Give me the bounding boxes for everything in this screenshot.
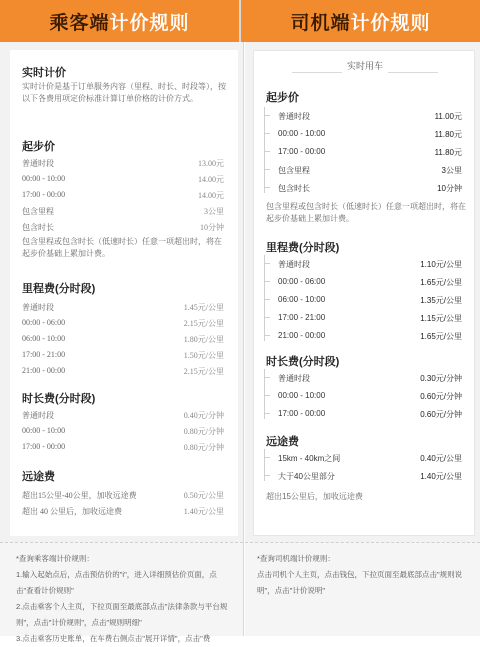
tree-tick (264, 281, 270, 282)
list-item-value: 13.00元 (198, 159, 224, 168)
base-note: 包含里程或包含时长（低速时长）任意一项超出时，将在起步价基础上累加计费。 (22, 237, 222, 258)
tree-line (264, 449, 265, 481)
list-item: 包含时长 (278, 184, 310, 193)
list-item-value: 3公里 (204, 207, 224, 216)
list-item: 00:00 - 10:00 (22, 426, 66, 435)
section-header (254, 59, 476, 72)
list-item-value: 10分钟 (200, 223, 224, 232)
list-item: 00:00 - 10:00 (278, 391, 326, 400)
base-title: 起步价 (266, 92, 299, 104)
list-item: 17:00 - 00:00 (278, 409, 326, 418)
tree-tick (264, 413, 270, 414)
list-item-value: 1.80元/公里 (183, 335, 224, 344)
mileage-title: 里程费(分时段) (266, 242, 340, 254)
list-item-value: 1.65元/公里 (420, 332, 462, 341)
list-item: 普通时段 (278, 260, 310, 269)
list-item-value: 10分钟 (437, 184, 462, 193)
tree-tick (264, 377, 270, 378)
tree-tick (264, 299, 270, 300)
tree-tick (264, 395, 270, 396)
list-item: 17:00 - 00:00 (22, 442, 66, 451)
list-item-value: 11.80元 (434, 148, 462, 157)
list-item-value: 2.15元/公里 (183, 319, 224, 328)
list-item-value: 11.00元 (434, 112, 462, 121)
tree-line (264, 255, 265, 341)
list-item-value: 0.60元/分钟 (420, 392, 462, 401)
long-distance-title: 远途费 (22, 471, 55, 483)
long-distance-note: 超出15公里后，加收远途费 (266, 492, 363, 501)
list-item-value: 0.80元/分钟 (183, 427, 224, 436)
tree-tick (264, 187, 270, 188)
list-item: 00:00 - 06:00 (22, 318, 66, 327)
note-line: 1.输入起始点后，点击预估价的"i"，进入详细预估价页面，点击"查看计价规则" (16, 570, 217, 595)
driver-header-suffix: 计价规则 (350, 12, 431, 34)
driver-header-prefix: 司机端 (290, 12, 351, 34)
list-item-value: 1.35元/公里 (420, 296, 462, 305)
list-item: 普通时段 (22, 411, 54, 420)
list-item: 超出 40 公里后，加收远途费 (22, 507, 122, 516)
header-bar (0, 0, 480, 42)
passenger-notes (0, 542, 243, 643)
list-item-value: 1.50元/公里 (183, 351, 224, 360)
list-item: 普通时段 (22, 303, 54, 312)
note-line: 点击司机个人主页，点击钱包，下拉页面至最底部点击"规则说明"，点击"计价说明" (257, 570, 463, 595)
section-line-right (388, 72, 438, 73)
tree-line (264, 107, 265, 193)
duration-title: 时长费(分时段) (22, 393, 96, 405)
list-item: 15km - 40km之间 (278, 454, 341, 463)
realtime-title: 实时计价 (22, 67, 66, 79)
list-item: 包含里程 (278, 166, 310, 175)
note-line: 3.点击乘客历史账单，在车费右侧点击"展开详情"，点击"费 (16, 634, 211, 643)
list-item: 21:00 - 00:00 (278, 331, 326, 340)
list-item: 00:00 - 06:00 (278, 277, 326, 286)
list-item-value: 1.40元/公里 (183, 507, 224, 516)
list-item: 超出15公里-40公里，加收远途费 (22, 491, 137, 500)
driver-card (253, 50, 475, 536)
list-item: 17:00 - 21:00 (22, 350, 66, 359)
list-item-value: 0.30元/分钟 (420, 374, 462, 383)
passenger-header-suffix: 计价规则 (109, 12, 190, 34)
passenger-header (0, 0, 239, 42)
long-distance-title: 远途费 (266, 436, 299, 448)
list-item: 06:00 - 10:00 (278, 295, 326, 304)
list-item: 17:00 - 00:00 (22, 190, 66, 199)
list-item: 00:00 - 10:00 (22, 174, 66, 183)
list-item-value: 3公里 (441, 166, 462, 175)
list-item-value: 2.15元/公里 (183, 367, 224, 376)
driver-column (245, 42, 480, 636)
list-item-value: 11.80元 (434, 130, 462, 139)
tree-tick (264, 475, 270, 476)
mileage-title: 里程费(分时段) (22, 283, 96, 295)
list-item: 包含时长 (22, 223, 54, 232)
list-item-value: 0.60元/分钟 (420, 410, 462, 419)
list-item-value: 1.15元/公里 (420, 314, 462, 323)
list-item-value: 1.10元/公里 (420, 260, 462, 269)
passenger-header-prefix: 乘客端 (49, 12, 110, 34)
duration-title: 时长费(分时段) (266, 356, 340, 368)
list-item: 大于40公里部分 (278, 472, 335, 481)
tree-tick (264, 169, 270, 170)
base-title: 起步价 (22, 141, 55, 153)
passenger-card (10, 50, 238, 536)
tree-tick (264, 151, 270, 152)
tree-tick (264, 115, 270, 116)
list-item: 00:00 - 10:00 (278, 129, 326, 138)
list-item: 普通时段 (22, 159, 54, 168)
tree-tick (264, 457, 270, 458)
tree-tick (264, 317, 270, 318)
list-item-value: 14.00元 (198, 191, 224, 200)
list-item-value: 1.45元/公里 (183, 303, 224, 312)
base-note: 包含里程或包含时长（低速时长）任意一项超出时，将在起步价基础上累加计费。 (266, 202, 466, 223)
list-item: 17:00 - 00:00 (278, 147, 326, 156)
list-item-value: 1.65元/公里 (420, 278, 462, 287)
list-item-value: 0.40元/公里 (420, 454, 462, 463)
section-label: 实时用车 (346, 61, 383, 71)
list-item: 普通时段 (278, 374, 310, 383)
tree-tick (264, 335, 270, 336)
driver-notes (245, 542, 480, 636)
list-item-value: 14.00元 (198, 175, 224, 184)
section-line-left (292, 72, 342, 73)
list-item-value: 0.80元/分钟 (183, 443, 224, 452)
list-item: 17:00 - 21:00 (278, 313, 326, 322)
driver-header (241, 0, 480, 42)
tree-tick (264, 263, 270, 264)
list-item: 21:00 - 00:00 (22, 366, 66, 375)
list-item: 06:00 - 10:00 (22, 334, 66, 343)
list-item-value: 0.50元/公里 (183, 491, 224, 500)
list-item-value: 1.40元/公里 (420, 472, 462, 481)
note-line: *查询乘客端计价规则： (16, 554, 94, 563)
list-item: 普通时段 (278, 112, 310, 121)
note-line: 2.点击乘客个人主页，下拉页面至最底部点击"法律条款与平台规则"，点击"计价规则"，点击"规则明细" (16, 602, 228, 627)
list-item: 包含里程 (22, 207, 54, 216)
list-item-value: 0.40元/分钟 (183, 411, 224, 420)
passenger-column (0, 42, 244, 643)
tree-tick (264, 133, 270, 134)
realtime-desc: 实时计价是基于订单服务内容（里程、时长、时段等），按以下各费用项定价标准计算订单价格的计价方式。 (22, 82, 226, 103)
note-line: *查询司机端计价规则： (257, 554, 335, 563)
